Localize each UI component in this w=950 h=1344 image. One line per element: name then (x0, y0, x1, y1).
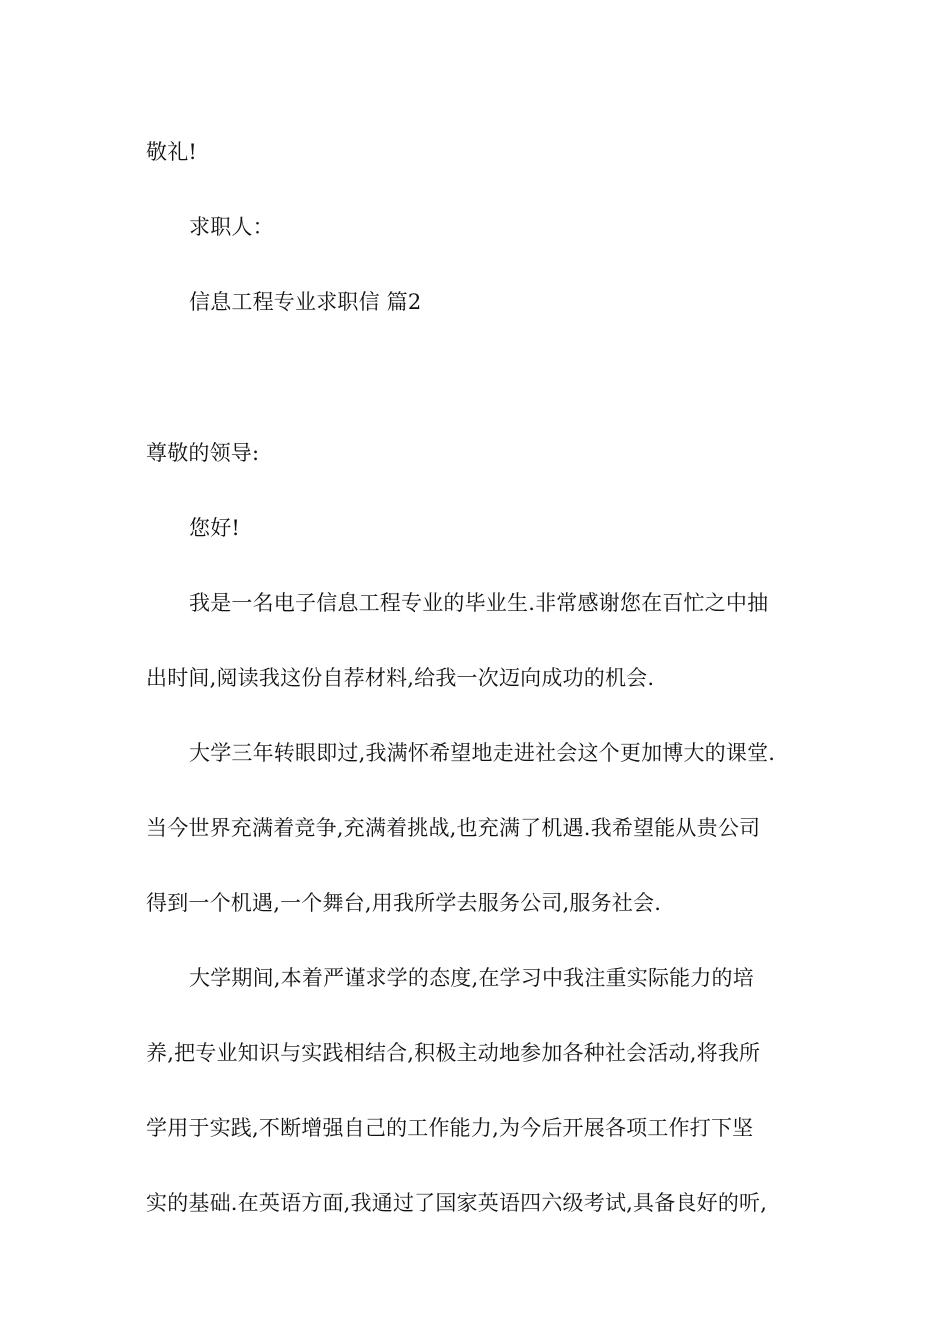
closing-line: 敬礼! (146, 140, 198, 164)
salutation: 尊敬的领导: (146, 441, 260, 465)
signature-label: 求职人： (189, 215, 274, 239)
body-line: 得到一个机遇,一个舞台,用我所学去服务公司,服务社会. (146, 891, 662, 915)
body-line: 大学三年转眼即过,我满怀希望地走进社会这个更加博大的课堂. (189, 741, 776, 765)
body-line: 养,把专业知识与实践相结合,积极主动地参加各种社会活动,将我所 (146, 1041, 761, 1065)
body-line: 学用于实践,不断增强自己的工作能力,为今后开展各项工作打下坚 (146, 1116, 754, 1140)
body-line: 出时间,阅读我这份自荐材料,给我一次迈向成功的机会. (146, 666, 655, 690)
body-line: 大学期间,本着严谨求学的态度,在学习中我注重实际能力的培 (189, 966, 754, 990)
greeting: 您好! (189, 516, 241, 540)
body-line: 实的基础.在英语方面,我通过了国家英语四六级考试,具备良好的听, (146, 1191, 768, 1215)
body-line: 我是一名电子信息工程专业的毕业生.非常感谢您在百忙之中抽 (189, 591, 769, 615)
letter-title: 信息工程专业求职信 篇2 (189, 290, 422, 314)
body-line: 当今世界充满着竞争,充满着挑战,也充满了机遇.我希望能从贵公司 (146, 816, 761, 840)
